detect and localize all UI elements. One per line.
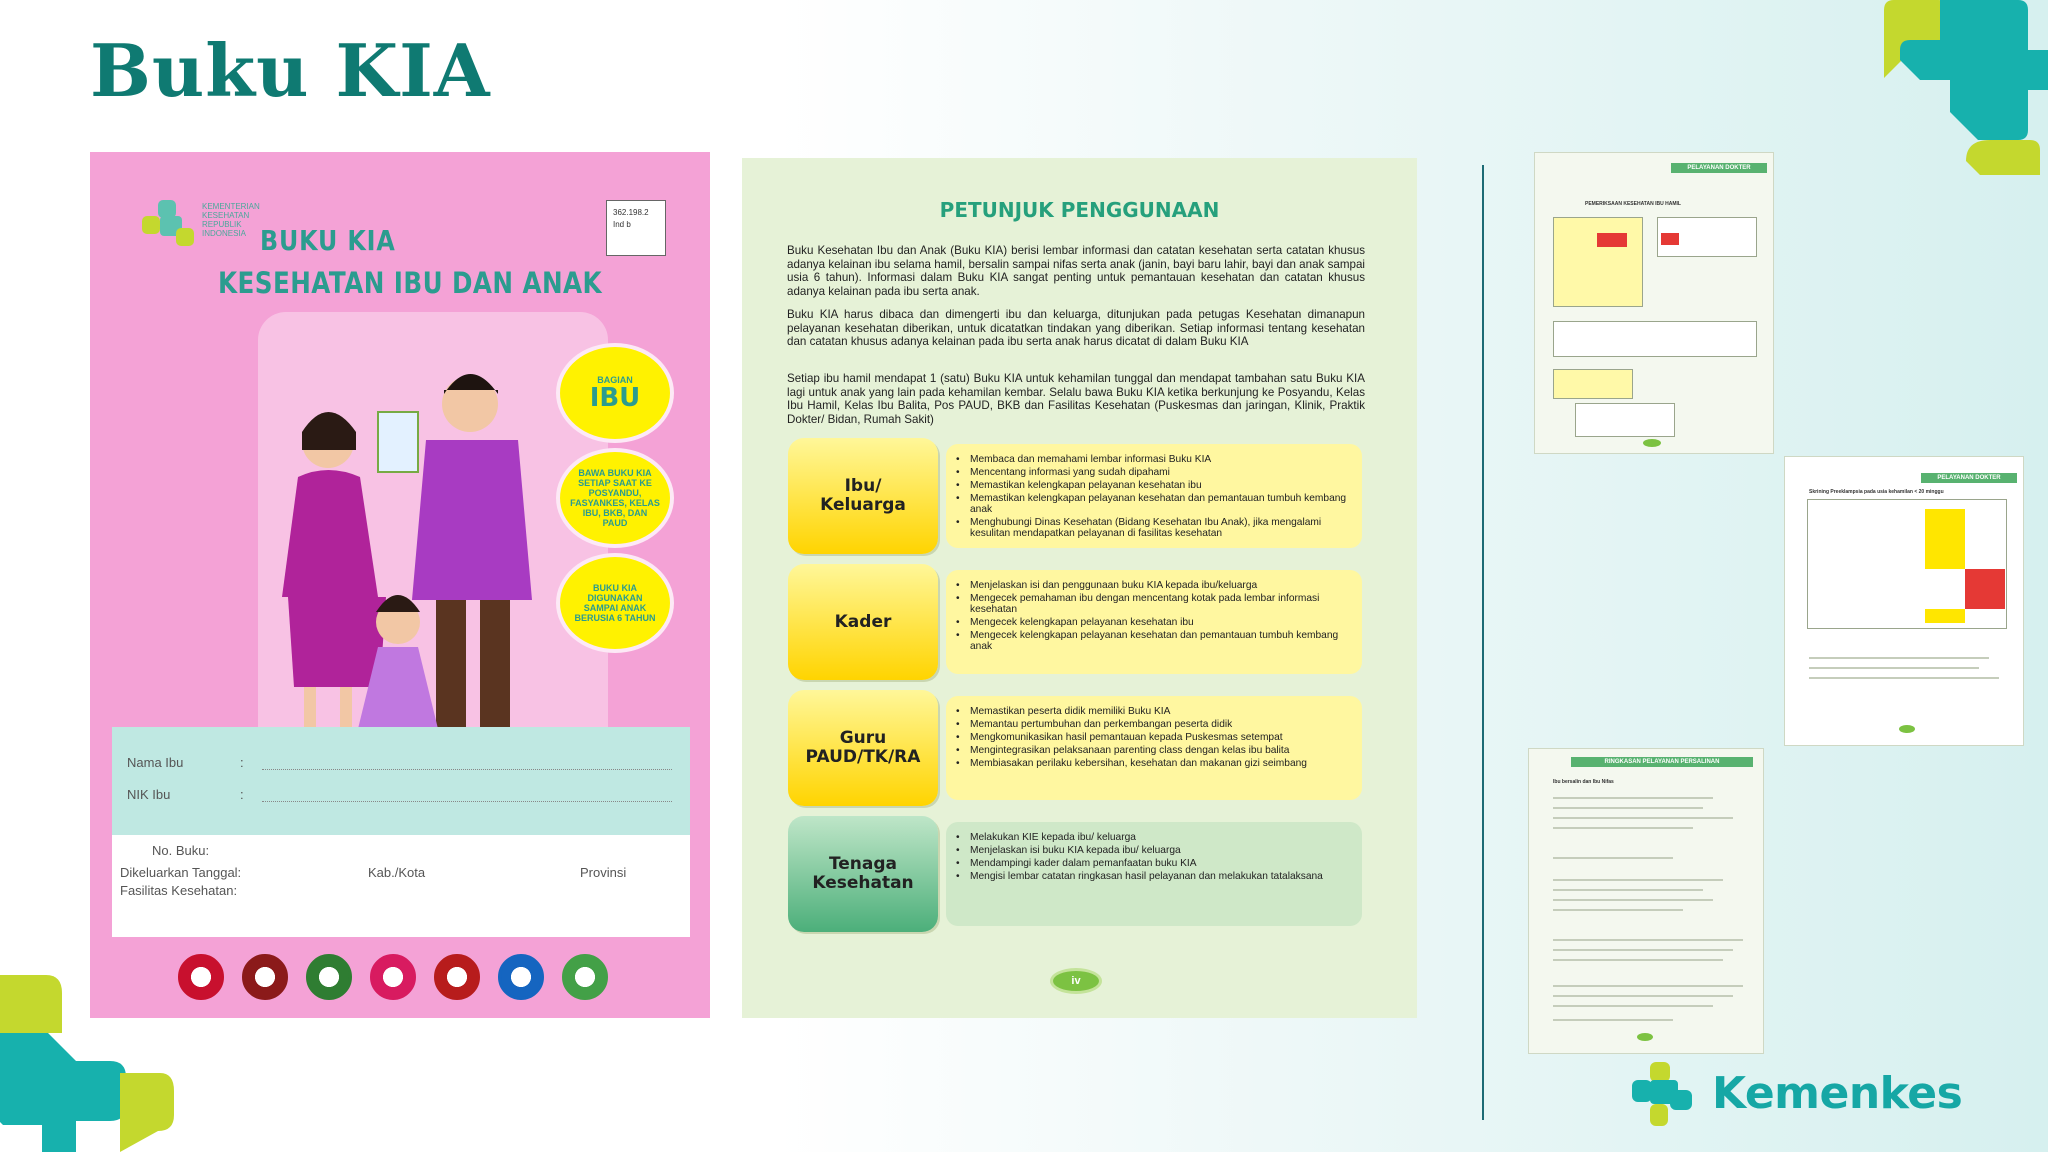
role-tasks — [946, 444, 1362, 548]
thumb-table — [1553, 369, 1633, 399]
no-buku-label: No. Buku: — [152, 843, 210, 858]
role-task-item: • Memastikan peserta didik memiliki Buku KIA — [956, 706, 1348, 717]
page-number: iv — [1050, 968, 1102, 994]
kemenkes-logo-icon — [142, 200, 198, 252]
kemenkes-brand-name: Kemenkes — [1712, 1068, 1963, 1119]
role-task-item: • Mencentang informasi yang sudah dipahami — [956, 467, 1348, 478]
cover-form: Nama Ibu : NIK Ibu : — [112, 727, 690, 835]
petunjuk-paragraph: Buku KIA harus dibaca dan dimengerti ibu dan keluarga, ditunjukan pada petugas Kesehatan dimanapun pelayanan kesehatan diberikan, untuk dicatatkan tindakan yang diberikan. Setiap informasi tentang kesehatan dan catatan khusus adanya kelainan pada ibu serta anak harus dicatat di dalam Buku KIA — [787, 308, 1365, 349]
role-task-item: • Menjelaskan isi dan penggunaan buku KIA kepada ibu/keluarga — [956, 580, 1348, 591]
role-row — [788, 438, 1366, 554]
cover-issue-info — [112, 835, 690, 937]
role-task-item: • Mengkomunikasikan hasil pemantauan kepada Puskesmas setempat — [956, 732, 1348, 743]
badge-usia-anak: BUKU KIA DIGUNAKAN SAMPAI ANAK BERUSIA 6 TAHUN — [560, 557, 670, 649]
role-task-item: • Mengintegrasikan pelaksanaan parenting class dengan kelas ibu balita — [956, 745, 1348, 756]
thumbnail-subtitle: PEMERIKSAAN KESEHATAN IBU HAMIL — [1585, 201, 1681, 207]
thumb-table — [1553, 217, 1643, 307]
partner-logo-icon — [498, 954, 544, 1000]
cover-title: BUKU KIA — [260, 224, 396, 257]
thumbnail-ringkasan-persalinan — [1528, 748, 1764, 1054]
thumbnail-subtitle: Skrining Preeklampsia pada usia kehamilan < 20 minggu — [1809, 489, 1944, 495]
thumb-yellow-column — [1925, 609, 1965, 623]
role-task-item: • Memastikan kelengkapan pelayanan kesehatan ibu — [956, 480, 1348, 491]
partner-logo-icon — [242, 954, 288, 1000]
partner-logo-icon — [562, 954, 608, 1000]
badge-bagian-ibu: BAGIAN IBU — [560, 347, 670, 439]
role-task-item: • Membiasakan perilaku kebersihan, kesehatan dan makanan gizi seimbang — [956, 758, 1348, 769]
role-task-item: • Mendampingi kader dalam pemanfaatan buku KIA — [956, 858, 1348, 869]
thumbnail-header: PELAYANAN DOKTER — [1921, 473, 2017, 483]
role-label: Ibu/ Keluarga — [788, 438, 938, 554]
role-label: Guru PAUD/TK/RA — [788, 690, 938, 806]
thumbnail-header: PELAYANAN DOKTER — [1671, 163, 1767, 173]
role-tasks — [946, 822, 1362, 926]
provinsi-label: Provinsi — [580, 865, 627, 880]
petunjuk-paragraph: Buku Kesehatan Ibu dan Anak (Buku KIA) berisi lembar informasi dan catatan kesehatan serta catatan khusus adanya kelainan ibu selama hamil, bersalin sampai nifas serta anak (janin, bayi baru lahir, bayi dan anak sampai usia 6 tahun). Informasi dalam Buku KIA sangat penting untuk pemantauan kesehatan dan catatan khusus adanya kelainan pada ibu serta anak. — [787, 244, 1365, 298]
corner-logo-top-right-icon — [1870, 0, 2048, 175]
petunjuk-paragraph: Setiap ibu hamil mendapat 1 (satu) Buku KIA untuk kehamilan tunggal dan mendapat tambahan satu Buku KIA lagi untuk anak yang lain pada kehamilan kembar. Selalu bawa Buku KIA ketika berkunjung ke Posyandu, Kelas Ibu Hamil, Kelas Ibu Balita, Pos PAUD, BKB dan Fasilitas Kesehatan (Puskesmas dan jaringan, Klinik, Praktik Dokter/ Bidan, Rumah Sakit) — [787, 372, 1365, 426]
partner-logo-icon — [434, 954, 480, 1000]
role-task-item: • Membaca dan memahami lembar informasi Buku KIA — [956, 454, 1348, 465]
partner-logo-icon — [306, 954, 352, 1000]
ministry-name: KEMENTERIAN KESEHATAN REPUBLIK INDONESIA — [202, 202, 260, 238]
buku-kia-cover — [90, 152, 710, 1018]
partner-logos — [178, 952, 608, 1002]
role-row — [788, 690, 1366, 806]
nama-ibu-line — [262, 769, 672, 770]
role-task-item: • Mengecek kelengkapan pelayanan kesehatan ibu — [956, 617, 1348, 628]
role-tasks — [946, 696, 1362, 800]
partner-logo-icon — [370, 954, 416, 1000]
thumb-red-cell — [1661, 233, 1679, 245]
kabkota-label: Kab./Kota — [368, 865, 426, 880]
role-row — [788, 564, 1366, 680]
page-title: Buku KIA — [90, 28, 491, 113]
role-task-item: • Memastikan kelengkapan pelayanan kesehatan dan pemantauan tumbuh kembang anak — [956, 493, 1348, 515]
dikeluarkan-label: Dikeluarkan Tanggal: — [120, 865, 242, 880]
thumbnail-subtitle: Ibu bersalin dan Ibu Nifas — [1553, 779, 1614, 785]
thumb-table — [1575, 403, 1675, 437]
thumbnail-header: RINGKASAN PELAYANAN PERSALINAN — [1571, 757, 1753, 767]
role-task-item: • Mengecek pemahaman ibu dengan mencentang kotak pada lembar informasi kesehatan — [956, 593, 1348, 615]
thumb-table — [1807, 499, 2007, 629]
role-task-item: • Menghubungi Dinas Kesehatan (Bidang Kesehatan Ibu Anak), jika mengalami kesulitan mendapatkan pelayanan di fasilitas kesehatan — [956, 517, 1348, 539]
thumb-page-dot — [1637, 1033, 1653, 1041]
thumb-table — [1553, 321, 1757, 357]
thumb-page-dot — [1643, 439, 1661, 447]
badge-bawa-buku: BAWA BUKU KIA SETIAP SAAT KE POSYANDU, FASYANKES, KELAS IBU, BKB, DAN PAUD — [560, 452, 670, 544]
thumb-yellow-column — [1925, 509, 1965, 569]
role-task-item: • Melakukan KIE kepada ibu/ keluarga — [956, 832, 1348, 843]
nik-ibu-label: NIK Ibu — [127, 787, 171, 802]
cover-subtitle: KESEHATAN IBU DAN ANAK — [218, 266, 603, 300]
catalog-code: 362.198.2 Ind b — [606, 200, 666, 256]
thumbnail-pemeriksaan-ibu-hamil — [1534, 152, 1774, 454]
role-task-item: • Menjelaskan isi buku KIA kepada ibu/ keluarga — [956, 845, 1348, 856]
role-label: Tenaga Kesehatan — [788, 816, 938, 932]
role-row — [788, 816, 1366, 932]
kemenkes-brand — [1630, 1060, 1963, 1130]
nama-ibu-label: Nama Ibu — [127, 755, 184, 770]
role-task-item: • Mengecek kelengkapan pelayanan kesehatan dan pemantauan tumbuh kembang anak — [956, 630, 1348, 652]
thumbnail-skrining-preeklampsia — [1784, 456, 2024, 746]
petunjuk-title: PETUNJUK PENGGUNAAN — [939, 198, 1220, 222]
vertical-divider — [1482, 165, 1484, 1120]
role-task-item: • Mengisi lembar catatan ringkasan hasil pelayanan dan melakukan tatalaksana — [956, 871, 1348, 882]
role-tasks — [946, 570, 1362, 674]
partner-logo-icon — [178, 954, 224, 1000]
thumb-page-dot — [1899, 725, 1915, 733]
kemenkes-brand-icon — [1630, 1060, 1700, 1130]
thumb-red-cell — [1965, 569, 2005, 609]
petunjuk-penggunaan-page — [742, 158, 1417, 1018]
role-label: Kader — [788, 564, 938, 680]
nik-ibu-line — [262, 801, 672, 802]
role-task-item: • Memantau pertumbuhan dan perkembangan peserta didik — [956, 719, 1348, 730]
fasilitas-label: Fasilitas Kesehatan: — [120, 883, 238, 898]
thumb-red-cell — [1597, 233, 1627, 247]
